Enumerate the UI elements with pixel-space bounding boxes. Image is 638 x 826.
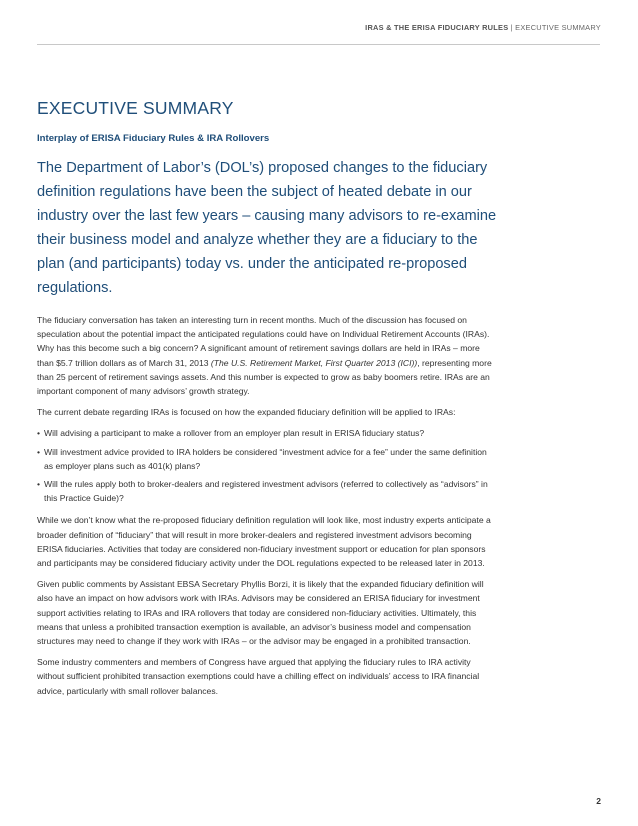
page-content <box>37 98 497 705</box>
paragraph-5: Some industry commenters and members of Congress have argued that applying the fiduciary rules to IRA activity without sufficient prohibited transaction exemptions could have a chilling effect on individuals’ access to IRA financial advice, particularly with small rollover balances. <box>37 657 480 696</box>
header-divider <box>37 44 600 45</box>
bullet-marker: • <box>37 479 41 490</box>
list-item <box>37 445 492 473</box>
list-item-text: Will investment advice provided to IRA holders be considered “investment advice for a fee” under the same definition as employer plans such as 401(k) plans? <box>44 446 487 471</box>
header-section-title: IRAS & THE ERISA FIDUCIARY RULES <box>365 23 509 32</box>
list-item <box>37 426 492 440</box>
paragraph-4: Given public comments by Assistant EBSA Secretary Phyllis Borzi, it is likely that the expanded fiduciary definition will also have an impact on how advisors work with IRAs. Advisors may be considered an ERISA fiduciary for investment support activities relating to IRAs and IRA rollovers that today are considered non-fiduciary activities. Ultimately, this means that unless a prohibited transaction exemption is available, an advisor’s business model and compensation structures may need to change if they work with IRAs – or the advisor may be engaged in a prohibited transaction. <box>37 579 484 647</box>
page-number: 2 <box>596 796 601 806</box>
page-title: EXECUTIVE SUMMARY <box>37 98 234 118</box>
list-item-text: Will advising a participant to make a rollover from an employer plan result in ERISA fiduciary status? <box>44 428 425 439</box>
header-separator: | <box>508 23 516 32</box>
paragraph-2: The current debate regarding IRAs is focused on how the expanded fiduciary definition will be applied to IRAs: <box>37 407 456 418</box>
running-header <box>365 23 601 32</box>
bullet-marker: • <box>37 428 41 439</box>
paragraph-1 <box>37 313 492 398</box>
lead-paragraph: The Department of Labor’s (DOL’s) proposed changes to the fiduciary definition regulations have been the subject of heated debate in our industry over the last few years – causing many advisors to re-examine their business model and analyze whether they are a fiduciary to the plan (and participants) today vs. under the anticipated re-proposed regulations. <box>37 160 497 296</box>
question-list <box>37 426 492 505</box>
header-section-subtitle: EXECUTIVE SUMMARY <box>515 23 601 32</box>
bullet-marker: • <box>37 446 41 457</box>
paragraph-1-citation: (The U.S. Retirement Market, First Quarter 2013 (ICI)) <box>210 357 418 368</box>
page-subtitle: Interplay of ERISA Fiduciary Rules & IRA Rollovers <box>37 133 270 144</box>
list-item <box>37 477 492 505</box>
list-item-text: Will the rules apply both to broker-dealers and registered investment advisors (referred to collectively as “advisors” in this Practice Guide)? <box>44 479 488 504</box>
paragraph-1-text-after: , representing more than 25 percent of retirement savings assets. And this number is expected to grow as baby boomers retire. IRAs are an important component of many advisors’ growth strategy. <box>37 357 492 397</box>
paragraph-3: While we don’t know what the re-proposed fiduciary definition regulation will look like, most industry experts anticipate a broader definition of “fiduciary” that will result in more broker-dealers and registered investment advisors becoming ERISA fiduciaries. Activities that today are considered non-fiduciary investment support or education for plan sponsors and participants may be considered fiduciary activity under the DOL regulations expected to be released later in 2013. <box>37 515 491 569</box>
paragraph-1-text-before: The fiduciary conversation has taken an interesting turn in recent months. Much of the discussion has focused on speculation about the potential impact the anticipated regulations could have on Individual Retirement Accounts (IRAs). Why has this become such a big concern? A significant amount of retirement savings dollars are held in IRAs – more than $5.7 trillion dollars as of March 31, 2013 <box>37 315 490 368</box>
